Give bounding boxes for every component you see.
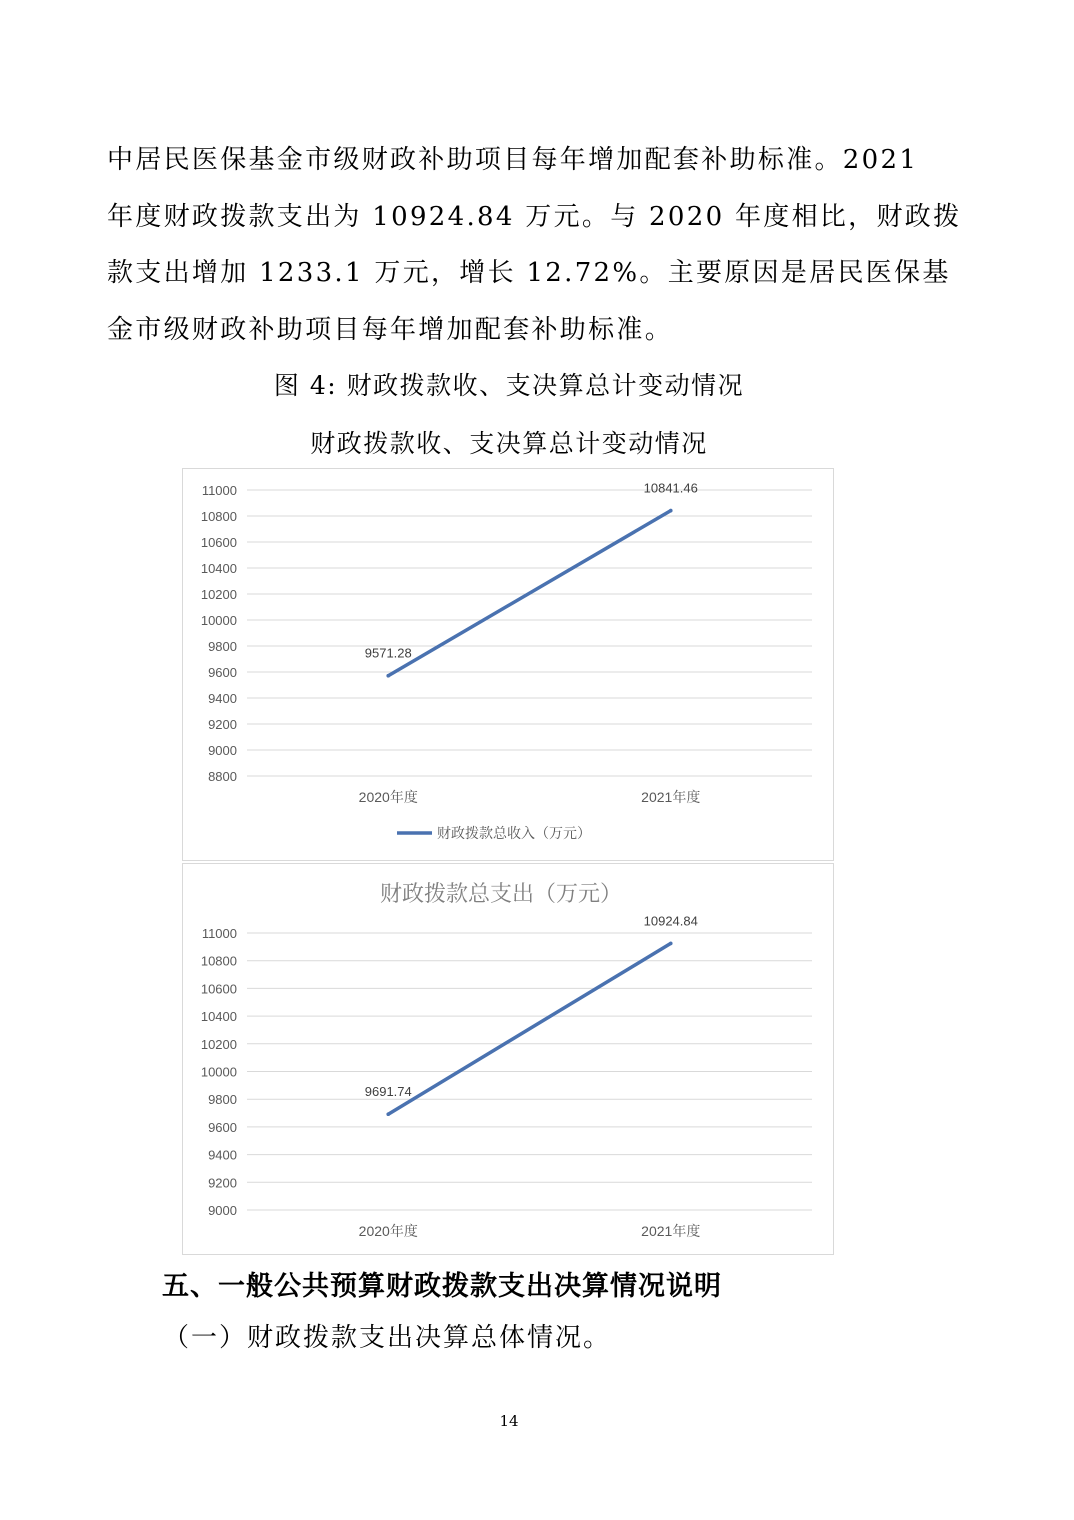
- paragraph-line: 中居民医保基金市级财政补助项目每年增加配套补助标准。2021: [107, 145, 919, 175]
- y-tick-label: 10600: [200, 535, 237, 550]
- data-point: [669, 509, 673, 513]
- subsection-title: （一）财政拨款支出决算总体情况。: [163, 1323, 612, 1353]
- series-line: [388, 511, 671, 676]
- section-title: 五、一般公共预算财政拨款支出决算情况说明: [162, 1271, 722, 1302]
- y-tick-label: 9200: [208, 717, 237, 732]
- y-tick-label: 9000: [208, 1203, 237, 1218]
- x-tick-label: 2021年度: [641, 1223, 701, 1239]
- y-tick-label: 9400: [208, 691, 237, 706]
- data-label: 9571.28: [364, 645, 412, 661]
- data-point: [386, 674, 390, 678]
- data-point: [386, 1112, 390, 1116]
- paragraph-line: 款支出增加 1233.1 万元，增长 12.72%。主要原因是居民医保基: [107, 258, 951, 288]
- y-tick-label: 8800: [208, 769, 237, 784]
- y-tick-label: 10200: [200, 587, 237, 602]
- legend-label: 财政拨款总收入（万元）: [437, 825, 591, 841]
- data-label: 10924.84: [643, 913, 698, 929]
- data-point: [669, 942, 673, 946]
- x-tick-label: 2020年度: [358, 1223, 418, 1239]
- expenditure-chart: [182, 863, 834, 1255]
- y-tick-label: 9600: [208, 1119, 237, 1135]
- y-tick-label: 9800: [208, 1092, 237, 1108]
- y-tick-label: 11000: [201, 483, 237, 498]
- y-tick-label: 9200: [208, 1175, 237, 1191]
- data-label: 9691.74: [364, 1084, 412, 1100]
- y-tick-label: 9600: [208, 665, 237, 680]
- paragraph-line: 年度财政拨款支出为 10924.84 万元。与 2020 年度相比，财政拨: [107, 201, 962, 232]
- body-paragraph: [107, 132, 962, 358]
- y-tick-label: 9400: [208, 1147, 237, 1163]
- y-tick-label: 10000: [200, 613, 237, 628]
- expenditure-chart-svg: [183, 864, 833, 1254]
- y-tick-label: 10800: [200, 509, 237, 524]
- y-tick-label: 10400: [200, 1009, 237, 1025]
- income-chart: [182, 468, 834, 861]
- y-tick-label: 10200: [200, 1036, 237, 1052]
- y-tick-label: 9000: [208, 743, 237, 758]
- y-tick-label: 9800: [208, 639, 237, 654]
- figure-caption: 图 4: 财政拨款收、支决算总计变动情况: [273, 371, 745, 400]
- series-line: [388, 943, 671, 1114]
- y-tick-label: 10800: [200, 953, 237, 969]
- chart-heading: 财政拨款收、支决算总计变动情况: [310, 429, 708, 458]
- data-label: 10841.46: [643, 480, 698, 496]
- paragraph-line: 金市级财政补助项目每年增加配套补助标准。: [107, 314, 674, 345]
- x-tick-label: 2020年度: [358, 789, 418, 805]
- x-tick-label: 2021年度: [641, 789, 701, 805]
- y-tick-label: 10400: [200, 561, 237, 576]
- y-tick-label: 11000: [201, 926, 237, 941]
- page-number: 14: [499, 1412, 519, 1430]
- y-tick-label: 10600: [200, 981, 237, 997]
- chart-title: 财政拨款总支出（万元）: [379, 881, 623, 906]
- y-tick-label: 10000: [200, 1064, 237, 1080]
- income-chart-svg: [183, 469, 833, 860]
